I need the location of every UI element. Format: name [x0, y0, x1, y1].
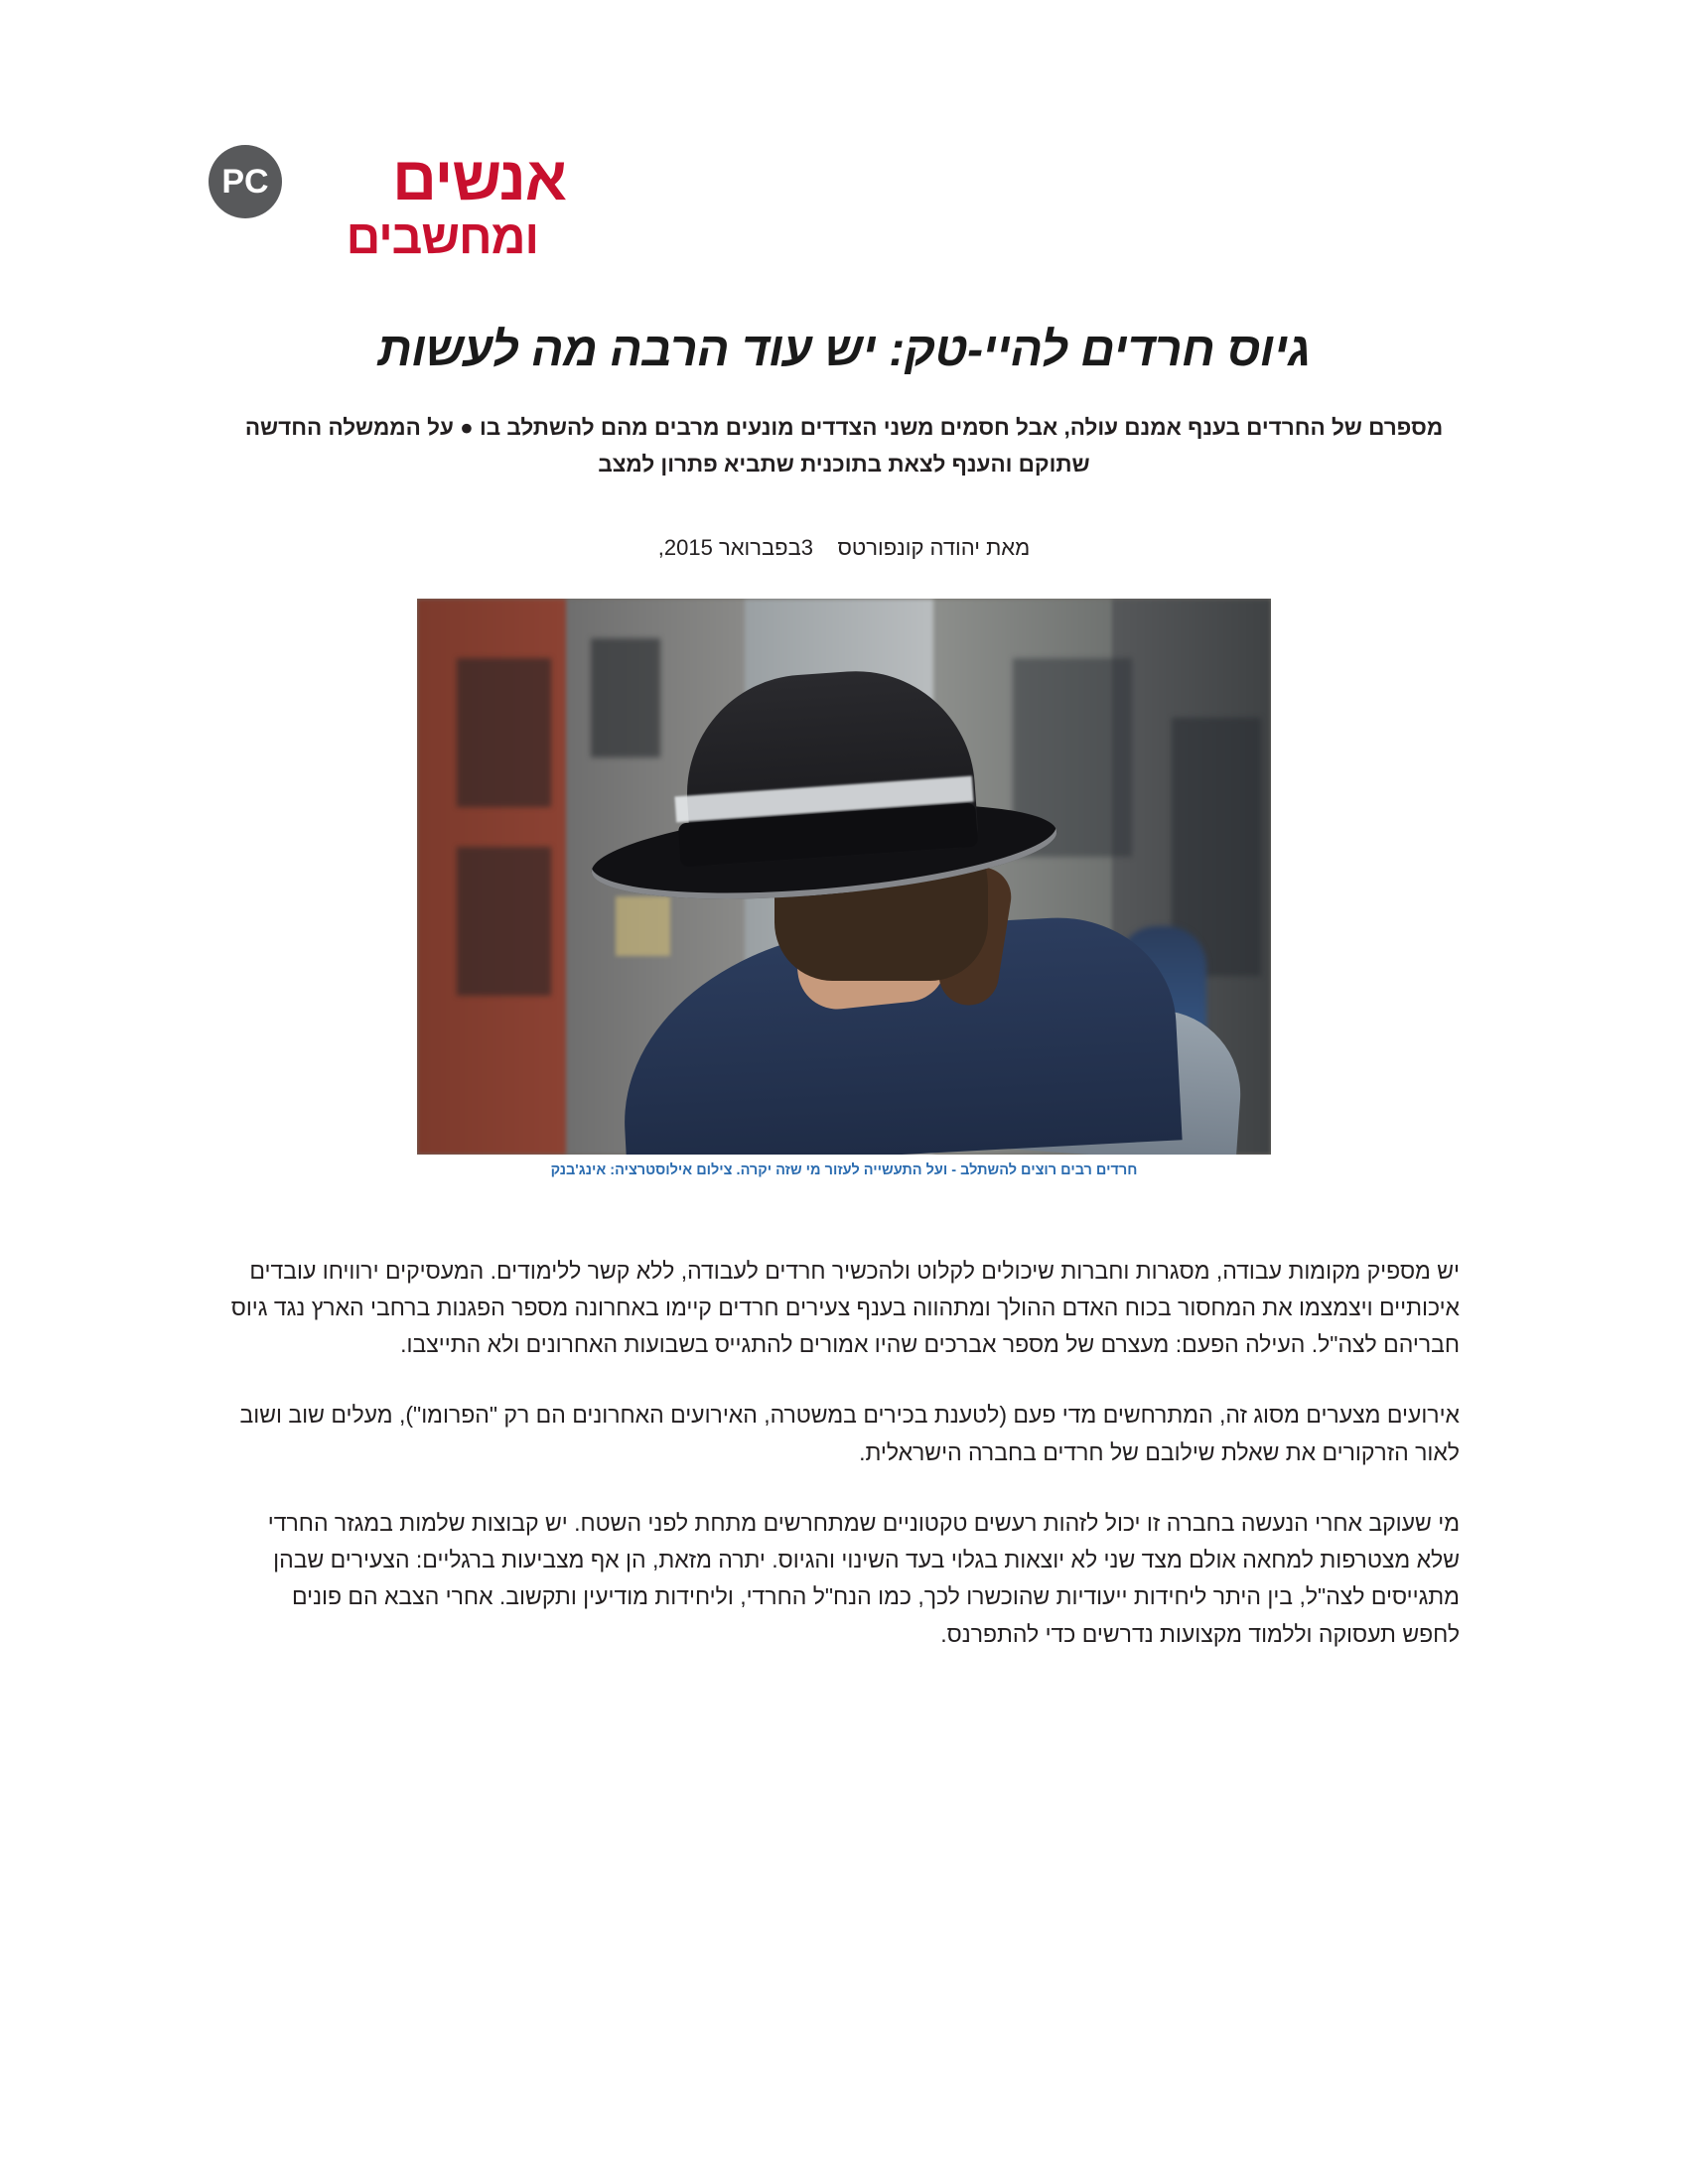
site-logo[interactable] [209, 145, 566, 283]
photo-window [457, 658, 551, 807]
photo-window [591, 638, 660, 757]
article-body [228, 1253, 1460, 1653]
byline-date: 3בפברואר 2015, [657, 534, 814, 560]
article-photo [417, 599, 1271, 1155]
byline-author: מאת יהודה קונפורטס [837, 534, 1031, 560]
article-standfirst: מספרם של החרדים בענף אמנם עולה, אבל חסמים משני הצדדים מונעים מרבים מהם להשתלב בו ● על הממשלה החדשה שתוקם והענף לצאת בתוכנית שתביא פתרון למצב [244, 415, 1444, 478]
logo-text-line1: אנשים [392, 145, 566, 213]
pc-badge-icon: PC [209, 145, 282, 218]
byline [149, 535, 1539, 561]
photo-sign [616, 896, 670, 956]
photo-caption: חרדים רבים רוצים להשתלב - ועל התעשייה לעזור מי שזה יקרה. צילום אילוסטרציה: אינג'בנק [550, 1161, 1138, 1178]
article-paragraph: אירועים מצערים מסוג זה, המתרחשים מדי פעם (לטענת בכירים במשטרה, האירועים האחרונים הם רק "הפרומו"), מעלים שוב ושוב לאור הזרקורים את שאלת שילובם של חרדים בחברה הישראלית. [239, 1402, 1460, 1465]
photo-window [457, 847, 551, 996]
logo-text-line2: ומחשבים [346, 211, 538, 264]
masthead [149, 0, 1539, 283]
article-figure [417, 599, 1271, 1178]
article-paragraph: מי שעוקב אחרי הנעשה בחברה זו יכול לזהות רעשים טקטוניים שמתחרשים מתחת לפני השטח. יש קבוצות שלמות במגזר החרדי שלא מצטרפות למחאה אולם מצד שני לא יוצאות בגלוי בעד השינוי והגיוס. יתרה מזאת, הן אף מצביעות ברגליים: הצעירים שבהן מתגייסים לצה"ל, בין היתר ליחידות ייעודיות שהוכשרו לכך, כמו הנח"ל החרדי, וליחידות מודיעין ותקשוב. אחרי הצבא הם פונים לחפש תעסוקה וללמוד מקצועות נדרשים כדי להתפרנס. [267, 1509, 1460, 1647]
page-title: גיוס חרדים להיי-טק: יש עוד הרבה מה לעשות [377, 324, 1311, 376]
article-paragraph: יש מספיק מקומות עבודה, מסגרות וחברות שיכולים לקלוט ולהכשיר חרדים לעבודה, ללא קשר ללימודים. המעסיקים ירוויחו עובדים איכותיים ויצמצמו את המחסור בכוח האדם ההולך ומתהווה בענף צעירים חרדים קיימו באחרונה מספר הפגנות ברחבי הארץ נגד גיוס חבריהם לצה"ל. העילה הפעם: מעצרם של מספר אברכים שהיו אמורים להתגייס בשבועות האחרונים ולא התייצבו. [230, 1257, 1460, 1358]
